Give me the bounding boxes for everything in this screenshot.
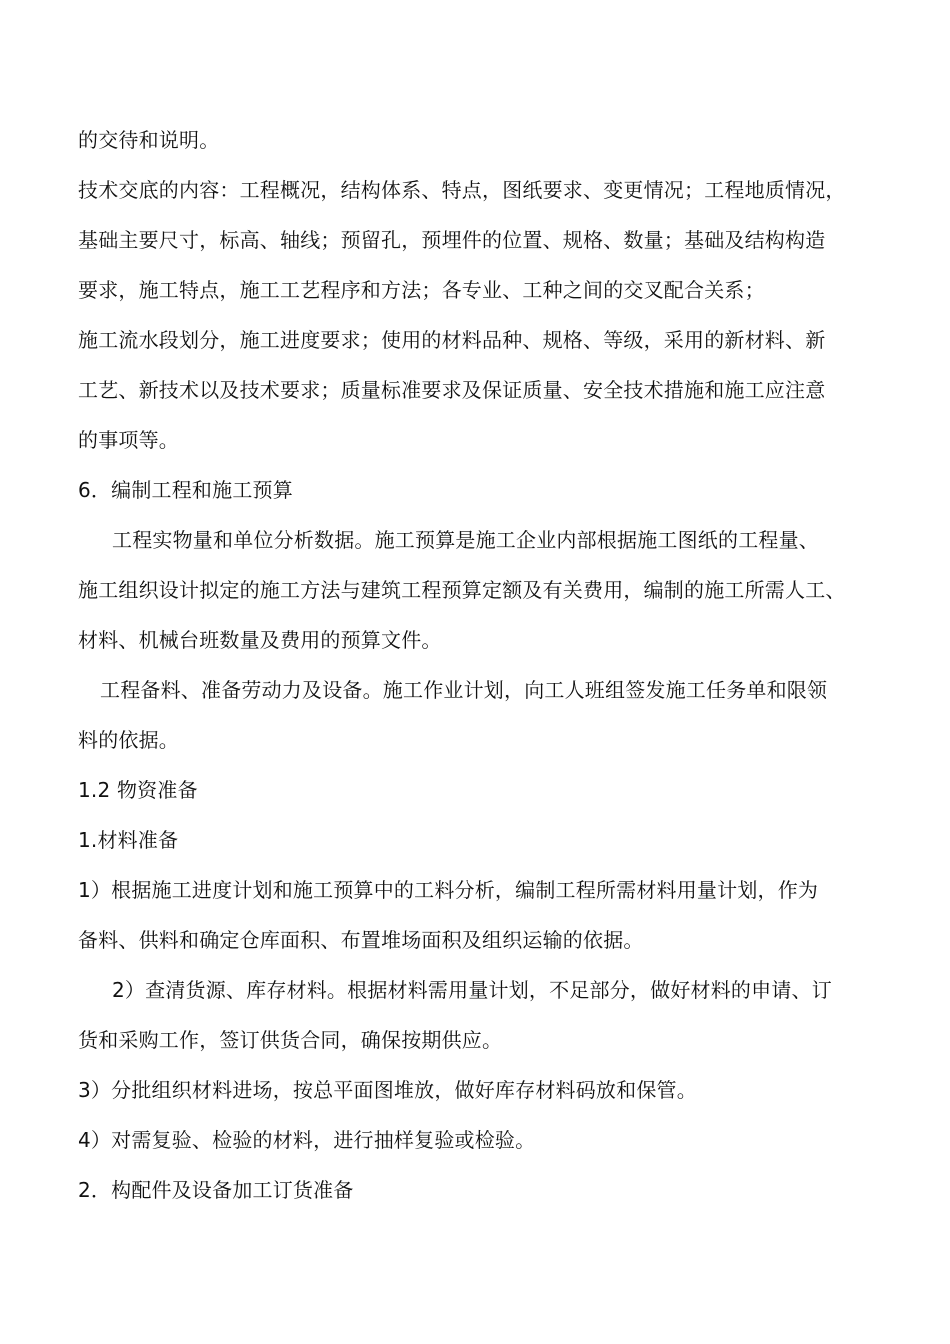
text-line: 要求，施工特点，施工工艺程序和方法；各专业、工种之间的交叉配合关系； xyxy=(78,278,765,302)
section-heading: 1.2 物资准备 xyxy=(78,778,198,802)
text-line: 施工组织设计拟定的施工方法与建筑工程预算定额及有关费用，编制的施工所需人工、 xyxy=(78,578,846,602)
section-heading: 6．编制工程和施工预算 xyxy=(78,478,293,502)
text-line: 货和采购工作，签订供货合同，确保按期供应。 xyxy=(78,1028,503,1052)
text-line: 工程实物量和单位分析数据。施工预算是施工企业内部根据施工图纸的工程量、 xyxy=(112,528,819,552)
text-line: 基础主要尺寸，标高、轴线；预留孔，预埋件的位置、规格、数量；基础及结构构造 xyxy=(78,228,826,252)
text-line: 的事项等。 xyxy=(78,428,179,452)
text-line: 料的依据。 xyxy=(78,728,179,752)
subsection-heading: 2．构配件及设备加工订货准备 xyxy=(78,1178,354,1202)
text-line: 2）查清货源、库存材料。根据材料需用量计划，不足部分，做好材料的申请、订 xyxy=(112,978,832,1002)
text-line: 1）根据施工进度计划和施工预算中的工料分析，编制工程所需材料用量计划，作为 xyxy=(78,878,819,902)
text-line: 施工流水段划分，施工进度要求；使用的材料品种、规格、等级，采用的新材料、新 xyxy=(78,328,826,352)
text-line: 技术交底的内容：工程概况，结构体系、特点，图纸要求、变更情况；工程地质情况， xyxy=(78,178,846,202)
text-line: 的交待和说明。 xyxy=(78,128,220,152)
text-line: 材料、机械台班数量及费用的预算文件。 xyxy=(78,628,442,652)
text-line: 工艺、新技术以及技术要求；质量标准要求及保证质量、安全技术措施和施工应注意 xyxy=(78,378,826,402)
text-line: 工程备料、准备劳动力及设备。施工作业计划，向工人班组签发施工任务单和限领 xyxy=(100,678,828,702)
text-line: 4）对需复验、检验的材料，进行抽样复验或检验。 xyxy=(78,1128,536,1152)
subsection-heading: 1.材料准备 xyxy=(78,828,179,852)
text-line: 备料、供料和确定仓库面积、布置堆场面积及组织运输的依据。 xyxy=(78,928,644,952)
text-line: 3）分批组织材料进场，按总平面图堆放，做好库存材料码放和保管。 xyxy=(78,1078,697,1102)
